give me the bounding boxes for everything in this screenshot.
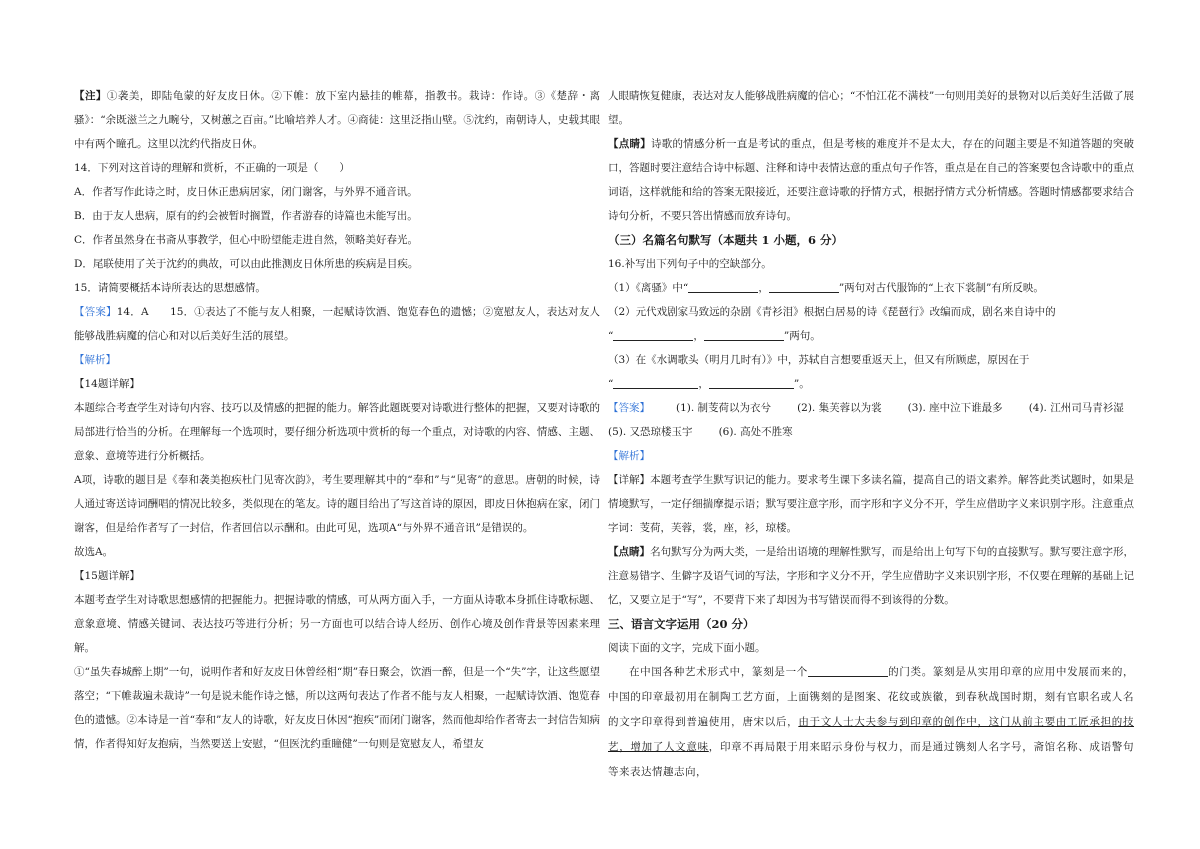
- detail-14-paragraph-1: 本题综合考查学生对诗句内容、技巧以及情感的把握的能力。解答此题既要对诗歌进行整体的把握，又要对诗歌的局部进行恰当的分析。在理解每一个选项时，要仔细分析选项中赏析的每一个重点，对诗歌的内容、情感、主题、意象、意境等进行分析概括。: [74, 402, 600, 462]
- answer-16-row-1: [608, 396, 1134, 420]
- detail-text: 本题考查学生默写识记的能力。要求考生课下多读名篇，提高自己的语文素养。解答此类试题时，如果是情境默写，一定仔细揣摩提示语；默写要注意字形，而字形和字义分不开，学生应借助字义来识别字形。注意重点字词：芰荷，芙蓉，裳，座，衫，琼楼。: [608, 474, 1135, 534]
- detail-tag: 【详解】: [608, 474, 651, 486]
- reading-instruction: 阅读下面的文字，完成下面小题。: [608, 642, 766, 654]
- q16-3-suffix: ”。: [793, 378, 810, 390]
- detail-paragraph: [608, 468, 1134, 540]
- blank-2: [769, 280, 839, 293]
- note-paragraph: [74, 84, 600, 156]
- section-heading-language: 三、语言文字运用（20 分）: [608, 617, 755, 631]
- dianjing-tag: 【点睛】: [608, 138, 651, 150]
- blank-4: [704, 328, 784, 341]
- answer-tag: 【答案】: [74, 306, 117, 318]
- question-16-item-2-line2: [608, 324, 1134, 348]
- option-b: B．由于友人患病，原有的约会被暂时搁置，作者游春的诗篇也未能写出。: [74, 210, 418, 222]
- option-a: A．作者写作此诗之时，皮日休正患病居家，闭门谢客，与外界不通音讯。: [74, 186, 418, 198]
- passage-part-c: ，印章不再局限于用来昭示身份与权力，而是通过镌刻人名字号，斋馆名称、成语警句等来表达情趣志向，: [608, 741, 1135, 778]
- question-16: 16.补写出下列句子中的空缺部分。: [608, 258, 772, 270]
- blank-3: [613, 328, 693, 341]
- blank-1: [688, 280, 758, 293]
- dianjing-text-2: 名句默写分为两大类，一是给出语境的理解性默写，而是给出上句写下句的直接默写。默写要注意字形，注意易错字、生僻字及语气词的写法，字形和字义分不开，学生应借助字义来识别字形，不仅要在理解的基础上记忆，又要立足于“写”，不要背下来了却因为书写错误而得不到该得的分数。: [608, 546, 1135, 606]
- analysis-tag: 【解析】: [74, 354, 116, 366]
- option-d: D．尾联使用了关于沈约的典故，可以由此推测皮日休所患的疾病是目疾。: [74, 258, 419, 270]
- q16-3-open: “: [608, 378, 614, 390]
- answer-16-4: (4). 江州司马青衫湿: [1028, 402, 1124, 414]
- passage-part-b: 的门类。篆刻是从实用印章的应用中发展而来的，中国的印章最初用在制陶工艺方面，上面镌刻的是图案、花纹或族徽，到春秋战国时期，刻有官职名或人名的文字印章得到普遍使用，唐宋以后，: [608, 666, 1135, 728]
- answer-16-5: (5). 又恐琼楼玉宇: [608, 426, 693, 438]
- continuation-paragraph: 人眼睛恢复健康，表达对友人能够战胜病魔的信心；“不怕江花不满枝”一句则用美好的景物对以后美好生活做了展望。: [608, 90, 1134, 126]
- q16-1-comma: ，: [758, 282, 769, 294]
- blank-6: [709, 376, 794, 389]
- answer-tag-16: 【答案】: [608, 402, 650, 414]
- dianjing-paragraph: [608, 132, 1134, 228]
- detail-15-paragraph-2: ①“虽失春城醉上期”一句，说明作者和好友皮日休曾经相“期”春日聚会，饮酒一醉，但是一个“失”字，让这些愿望落空；“下帷裁遍未裁诗”一句是说未能作诗之憾，所以这两句表达了作者不能与友人相聚，一起赋诗饮酒、饱览春色的遗憾。②本诗是一首“奉和”友人的诗歌，好友皮日休因“抱疾”而闭门谢客，然而他却给作者寄去一封信告知病情，作者得知好友抱病，当然要送上安慰，“但医沈约重瞳健”一句则是宽慰友人，希望友: [74, 666, 600, 750]
- dianjing-paragraph-2: [608, 540, 1134, 612]
- section-heading-recitation: （三）名篇名句默写（本题共 1 小题，6 分）: [608, 233, 844, 247]
- question-16-item-2: （2）元代戏剧家马致远的杂剧《青衫泪》根据白居易的诗《琵琶行》改编而成，剧名来自诗中的: [608, 306, 1056, 318]
- answer-16-6: (6). 高处不胜寒: [718, 426, 793, 438]
- detail-14-paragraph-2: A项，诗歌的题目是《奉和袭美抱疾杜门见寄次韵》，考生要理解其中的“奉和”与“见寄”的意思。唐朝的时候，诗人通过寄送诗词酬唱的情况比较多，类似现在的笔友。诗的题目给出了写这首诗的原因，即皮日休抱病在家，闭门谢客，但是给作者写了一封信，作者回信以示酬和。由此可见，选项A“与外界不通音讯”是错误的。: [74, 474, 600, 534]
- passage-blank: [808, 664, 888, 677]
- answer-16-row-2: [608, 420, 1134, 444]
- analysis-tag-16: 【解析】: [608, 450, 650, 462]
- note-tag: 【注】: [74, 90, 107, 102]
- left-column: [74, 84, 600, 756]
- detail-14-paragraph-3: 故选A。: [74, 546, 114, 558]
- question-15: 15．请简要概括本诗所表达的思想感情。: [74, 282, 266, 294]
- answer-16-1: (1). 制芰荷以为衣兮: [676, 402, 772, 414]
- note-text: ①袭美，即陆龟蒙的好友皮日休。②下帷：放下室内悬挂的帷幕，指教书。栽诗：作诗。③《楚辞・离骚》：“余既滋兰之九畹兮，又树蕙之百亩。”比喻培养人才。④商徒：这里泛指山壁。⑤沈约，南朝诗人，史载其眼中有两个瞳孔。这里以沈约代指皮日休。: [74, 90, 600, 150]
- q16-2-open: “: [608, 330, 614, 342]
- detail-14-tag: 【14题详解】: [74, 378, 140, 390]
- q16-3-comma: ，: [698, 378, 709, 390]
- answer-paragraph: [74, 300, 600, 348]
- right-column: [608, 84, 1134, 785]
- detail-15-tag: 【15题详解】: [74, 570, 140, 582]
- answer-16-2: (2). 集芙蓉以为裳: [797, 402, 882, 414]
- detail-15-paragraph-1: 本题考查学生对诗歌思想感情的把握能力。把握诗歌的情感，可从两方面入手，一方面从诗歌本身抓住诗歌标题、意象意境、情感关键词、表达技巧等进行分析；另一方面也可以结合诗人经历、创作心境及创作背景等因素来理解。: [74, 594, 600, 654]
- q16-1-prefix: （1）《离骚》中“: [608, 282, 689, 294]
- q16-2-suffix: ”两句。: [783, 330, 821, 342]
- dianjing-text: 诗歌的情感分析一直是考试的重点，但是考核的难度并不是太大，存在的问题主要是不知道答题的突破口，答题时要注意结合诗中标题、注释和诗中表情达意的重点句子作答，重点是在自己的答案要包含诗歌中的重点词语，这样就能和给的答案无限接近，还要注意诗歌的抒情方式，根据抒情方式分析情感。答题时情感都要求结合诗句分析，不要只答出情感而放弃诗句。: [608, 138, 1135, 222]
- dianjing-tag-2: 【点睛】: [608, 546, 651, 558]
- reading-passage: [608, 660, 1134, 785]
- option-c: C．作者虽然身在书斋从事教学，但心中盼望能走进自然，领略美好春光。: [74, 234, 419, 246]
- q16-1-suffix: ”两句对古代服饰的“上衣下裳制”有所反映。: [838, 282, 1044, 294]
- q16-2-comma: ，: [693, 330, 704, 342]
- question-16-item-3-line2: [608, 372, 1134, 396]
- passage-underlined-sentence: 由于文人士大夫参与到印章的创作中，这门从前主要由工匠承担的技艺，增加了人文意味: [608, 716, 1135, 753]
- passage-part-a: 在中国各种艺术形式中，篆刻是一个: [629, 666, 808, 678]
- answer-16-3: (3). 座中泣下谁最多: [907, 402, 1003, 414]
- question-16-item-3: （3）在《水调歌头（明月几时有）》中，苏轼自言想要重返天上，但又有所顾虑，原因在于: [608, 354, 1030, 366]
- blank-5: [613, 376, 698, 389]
- question-16-item-1: [608, 276, 1134, 300]
- question-14: 14．下列对这首诗的理解和赏析，不正确的一项是（ ）: [74, 162, 350, 174]
- answer-text: 14．A 15．①表达了不能与友人相聚，一起赋诗饮酒、饱览春色的遗憾；②宽慰友人，表达对友人能够战胜病魔的信心和对以后美好生活的展望。: [74, 306, 601, 342]
